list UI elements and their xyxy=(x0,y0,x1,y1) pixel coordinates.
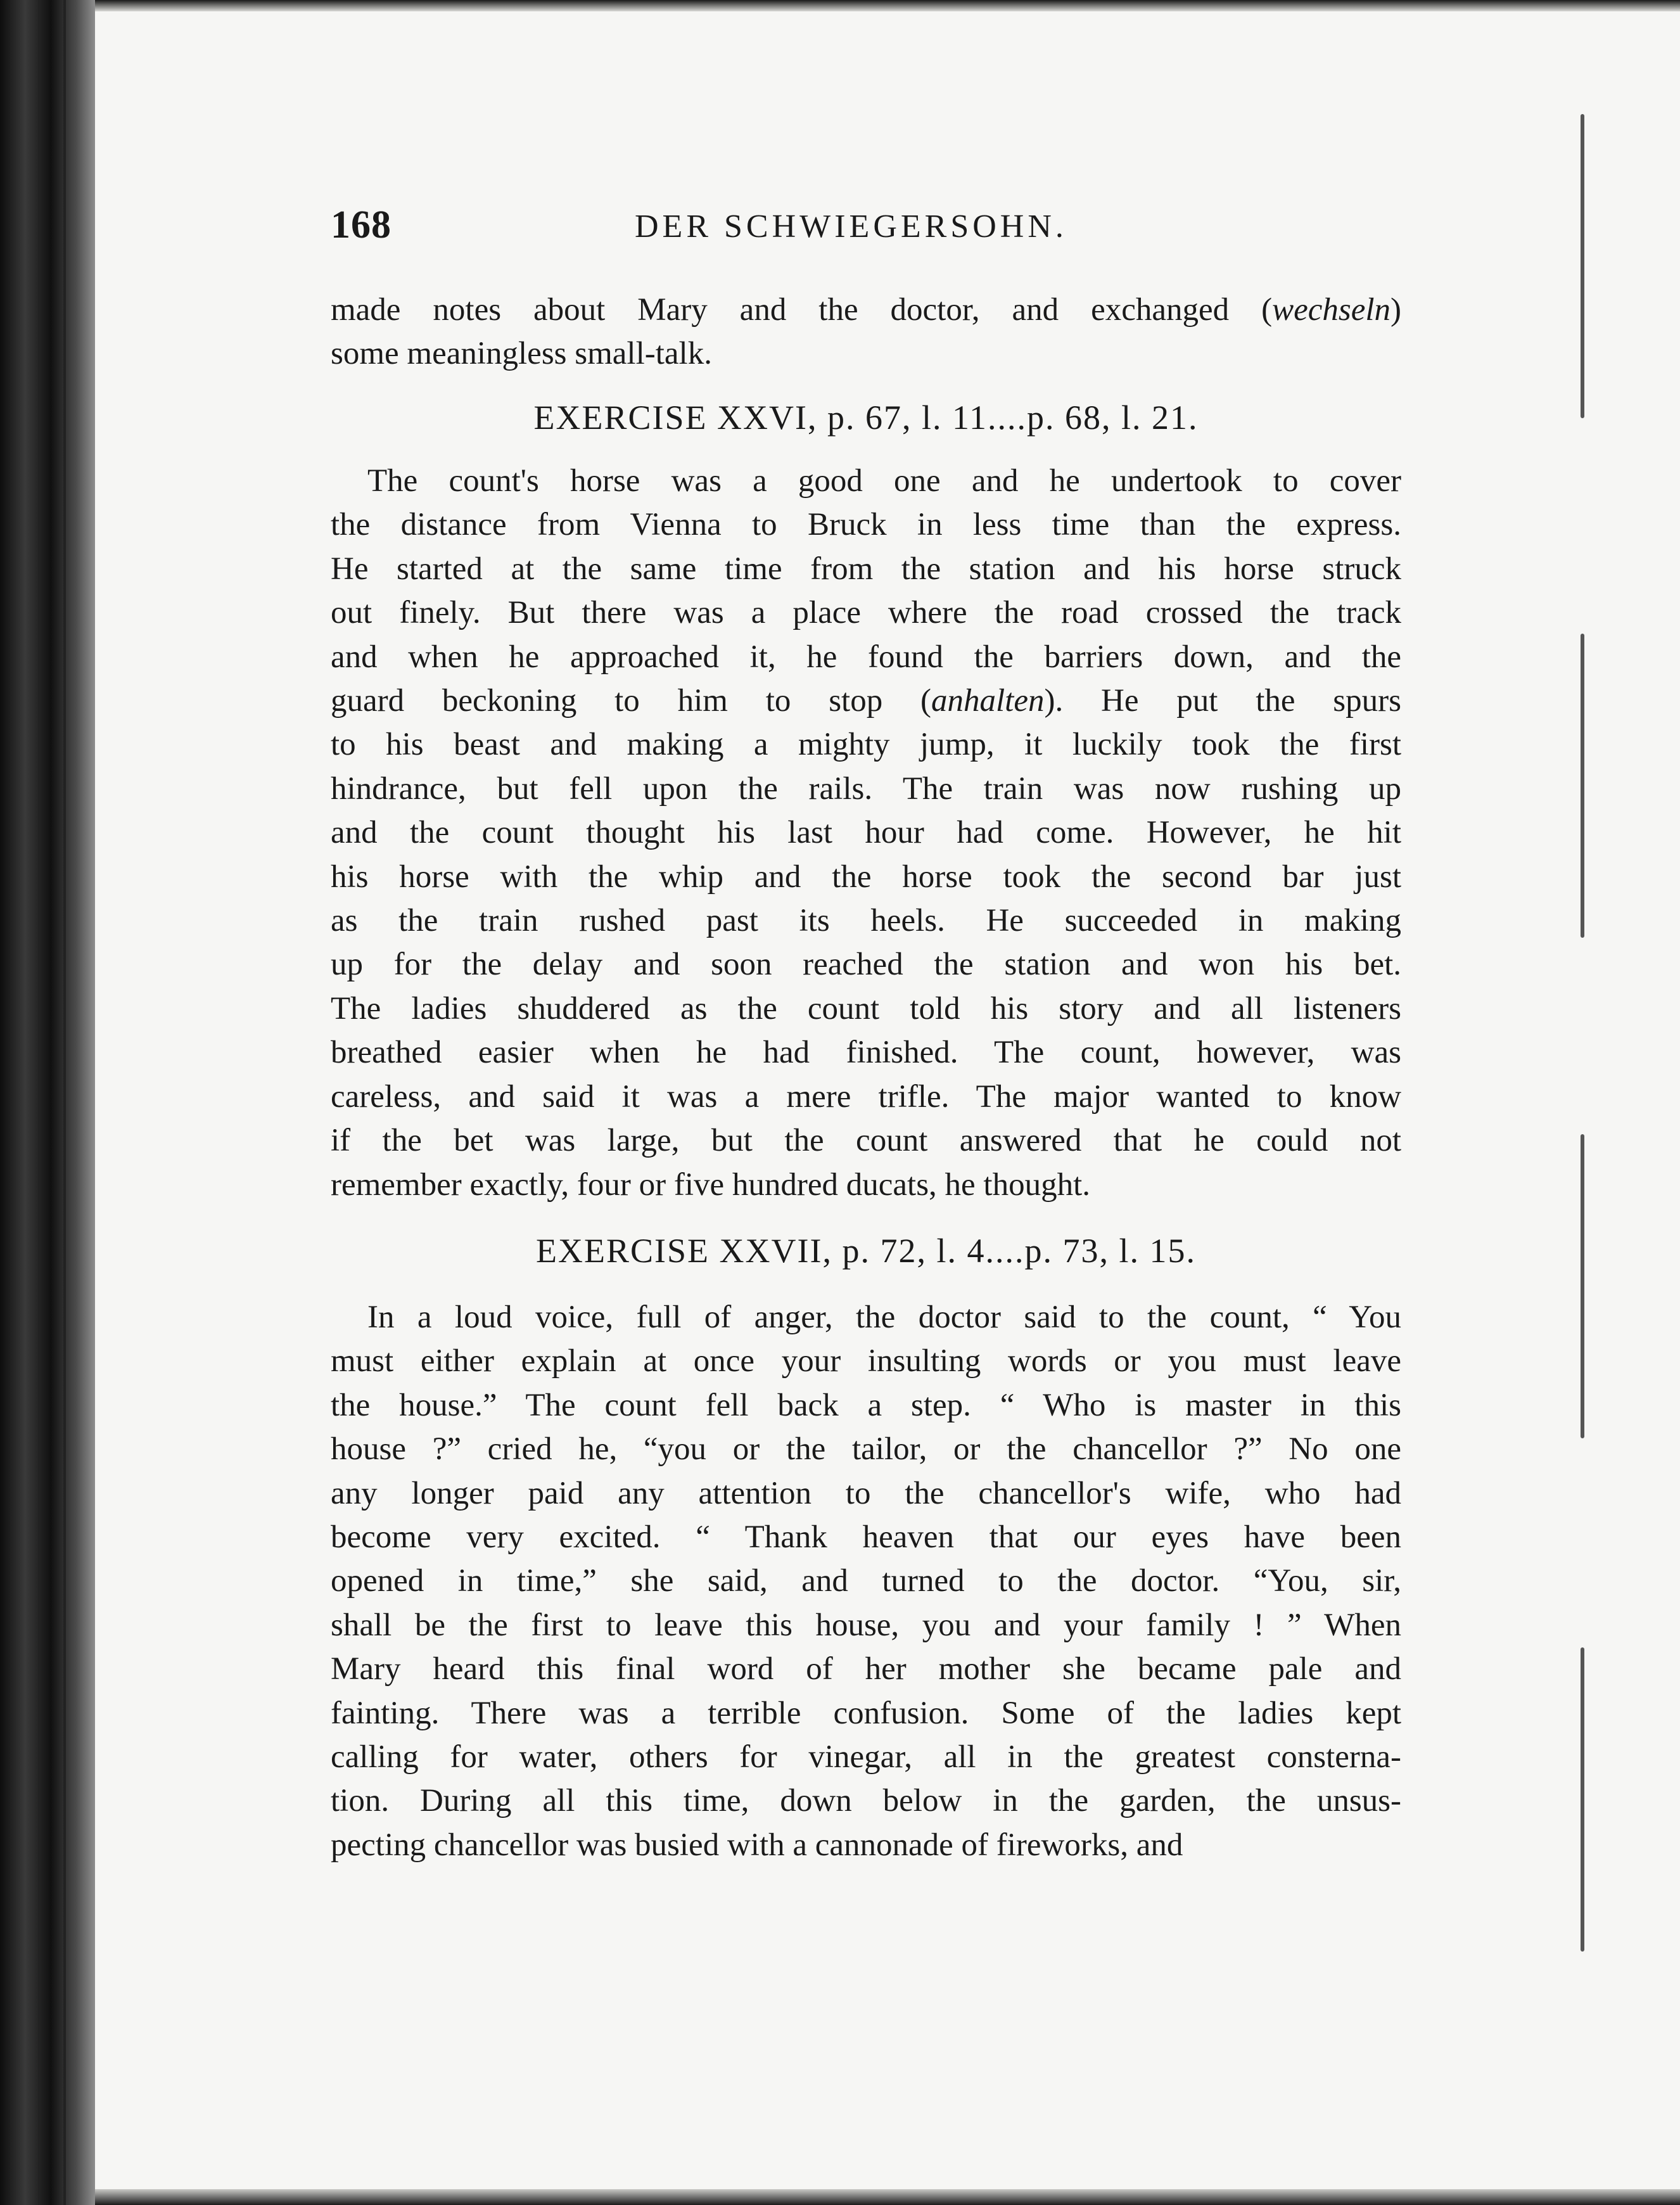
text-line: pecting chancellor was busied with a cannonade of fireworks, and xyxy=(331,1827,1183,1863)
text-line: as the train rushed past its heels. He succeeded in making xyxy=(331,903,1401,939)
text-line: and the count thought his last hour had come. However, he hit xyxy=(331,815,1401,851)
text-line: careless, and said it was a mere trifle. The major wanted to know xyxy=(331,1078,1401,1115)
binding-line xyxy=(38,0,41,2205)
text-line: house ?” cried he, “you or the tailor, or the chancellor ?” No one xyxy=(331,1431,1401,1467)
text-line: to his beast and making a mighty jump, it luckily took the first xyxy=(331,727,1401,763)
exercise-27-heading: EXERCISE XXVII, p. 72, l. 4....p. 73, l. 15. xyxy=(536,1232,1196,1270)
binding-line xyxy=(63,0,66,2205)
foreign-word: anhalten xyxy=(931,683,1045,719)
text-line: The count's horse was a good one and he undertook to cover xyxy=(367,463,1401,499)
scan-artifact xyxy=(1581,1134,1584,1438)
intro-paragraph xyxy=(331,288,1401,376)
top-page-edge xyxy=(95,0,1680,11)
text-line: up for the delay and soon reached the station and won his bet. xyxy=(331,947,1401,983)
text-line: In a loud voice, full of anger, the doctor said to the count, “ You xyxy=(367,1300,1401,1335)
text-line: if the bet was large, but the count answered that he could not xyxy=(331,1123,1401,1159)
text-line: calling for water, others for vinegar, all in the greatest consterna- xyxy=(331,1739,1401,1775)
text-line: the house.” The count fell back a step. “ Who is master in this xyxy=(331,1387,1401,1423)
scan-artifact xyxy=(1581,634,1584,938)
page-number: 168 xyxy=(331,203,391,246)
text-line: tion. During all this time, down below in the garden, the unsus- xyxy=(331,1783,1401,1819)
text-line: fainting. There was a terrible confusion. Some of the ladies kept xyxy=(331,1695,1401,1731)
bottom-page-edge xyxy=(95,2189,1680,2205)
text-line: He started at the same time from the station and his horse struck xyxy=(331,551,1401,587)
text-line: must either explain at once your insulting words or you must leave xyxy=(331,1343,1401,1379)
page-header xyxy=(331,203,1401,260)
foreign-word: wechseln xyxy=(1272,292,1391,328)
exercise-27-text xyxy=(331,1296,1401,1867)
text-line: Mary heard this final word of her mother she became pale and xyxy=(331,1651,1401,1687)
text-line: made notes about Mary and the doctor, and exchanged (wechseln) xyxy=(331,292,1401,328)
text-line: opened in time,” she said, and turned to the doctor. “You, sir, xyxy=(331,1563,1401,1599)
text-line: breathed easier when he had finished. The count, however, was xyxy=(331,1035,1401,1071)
running-head: DER SCHWIEGERSOHN. xyxy=(635,208,1067,245)
exercise-26-heading: EXERCISE XXVI, p. 67, l. 11....p. 68, l. 21. xyxy=(533,399,1199,437)
text-line: some meaningless small-talk. xyxy=(331,336,712,372)
scan-artifact xyxy=(1581,1647,1584,1952)
text-line: his horse with the whip and the horse took the second bar just xyxy=(331,859,1401,895)
text-line: the distance from Vienna to Bruck in less time than the express. xyxy=(331,507,1401,543)
text-line: The ladies shuddered as the count told his story and all listeners xyxy=(331,990,1401,1026)
text-line: out finely. But there was a place where the road crossed the track xyxy=(331,595,1401,631)
text-line: hindrance, but fell upon the rails. The train was now rushing up xyxy=(331,770,1401,807)
text-line: and when he approached it, he found the barriers down, and the xyxy=(331,639,1401,675)
text-line: guard beckoning to him to stop (anhalten). He put the spurs xyxy=(331,683,1401,719)
text-line: any longer paid any attention to the chancellor's wife, who had xyxy=(331,1475,1401,1511)
exercise-26-text xyxy=(331,459,1401,1207)
text-line: shall be the first to leave this house, you and your family ! ” When xyxy=(331,1607,1401,1643)
scan-artifact xyxy=(1581,114,1584,418)
text-line: remember exactly, four or five hundred ducats, he thought. xyxy=(331,1166,1091,1203)
text-line: become very excited. “ Thank heaven that our eyes have been xyxy=(331,1519,1401,1556)
book-binding-edge xyxy=(0,0,95,2205)
